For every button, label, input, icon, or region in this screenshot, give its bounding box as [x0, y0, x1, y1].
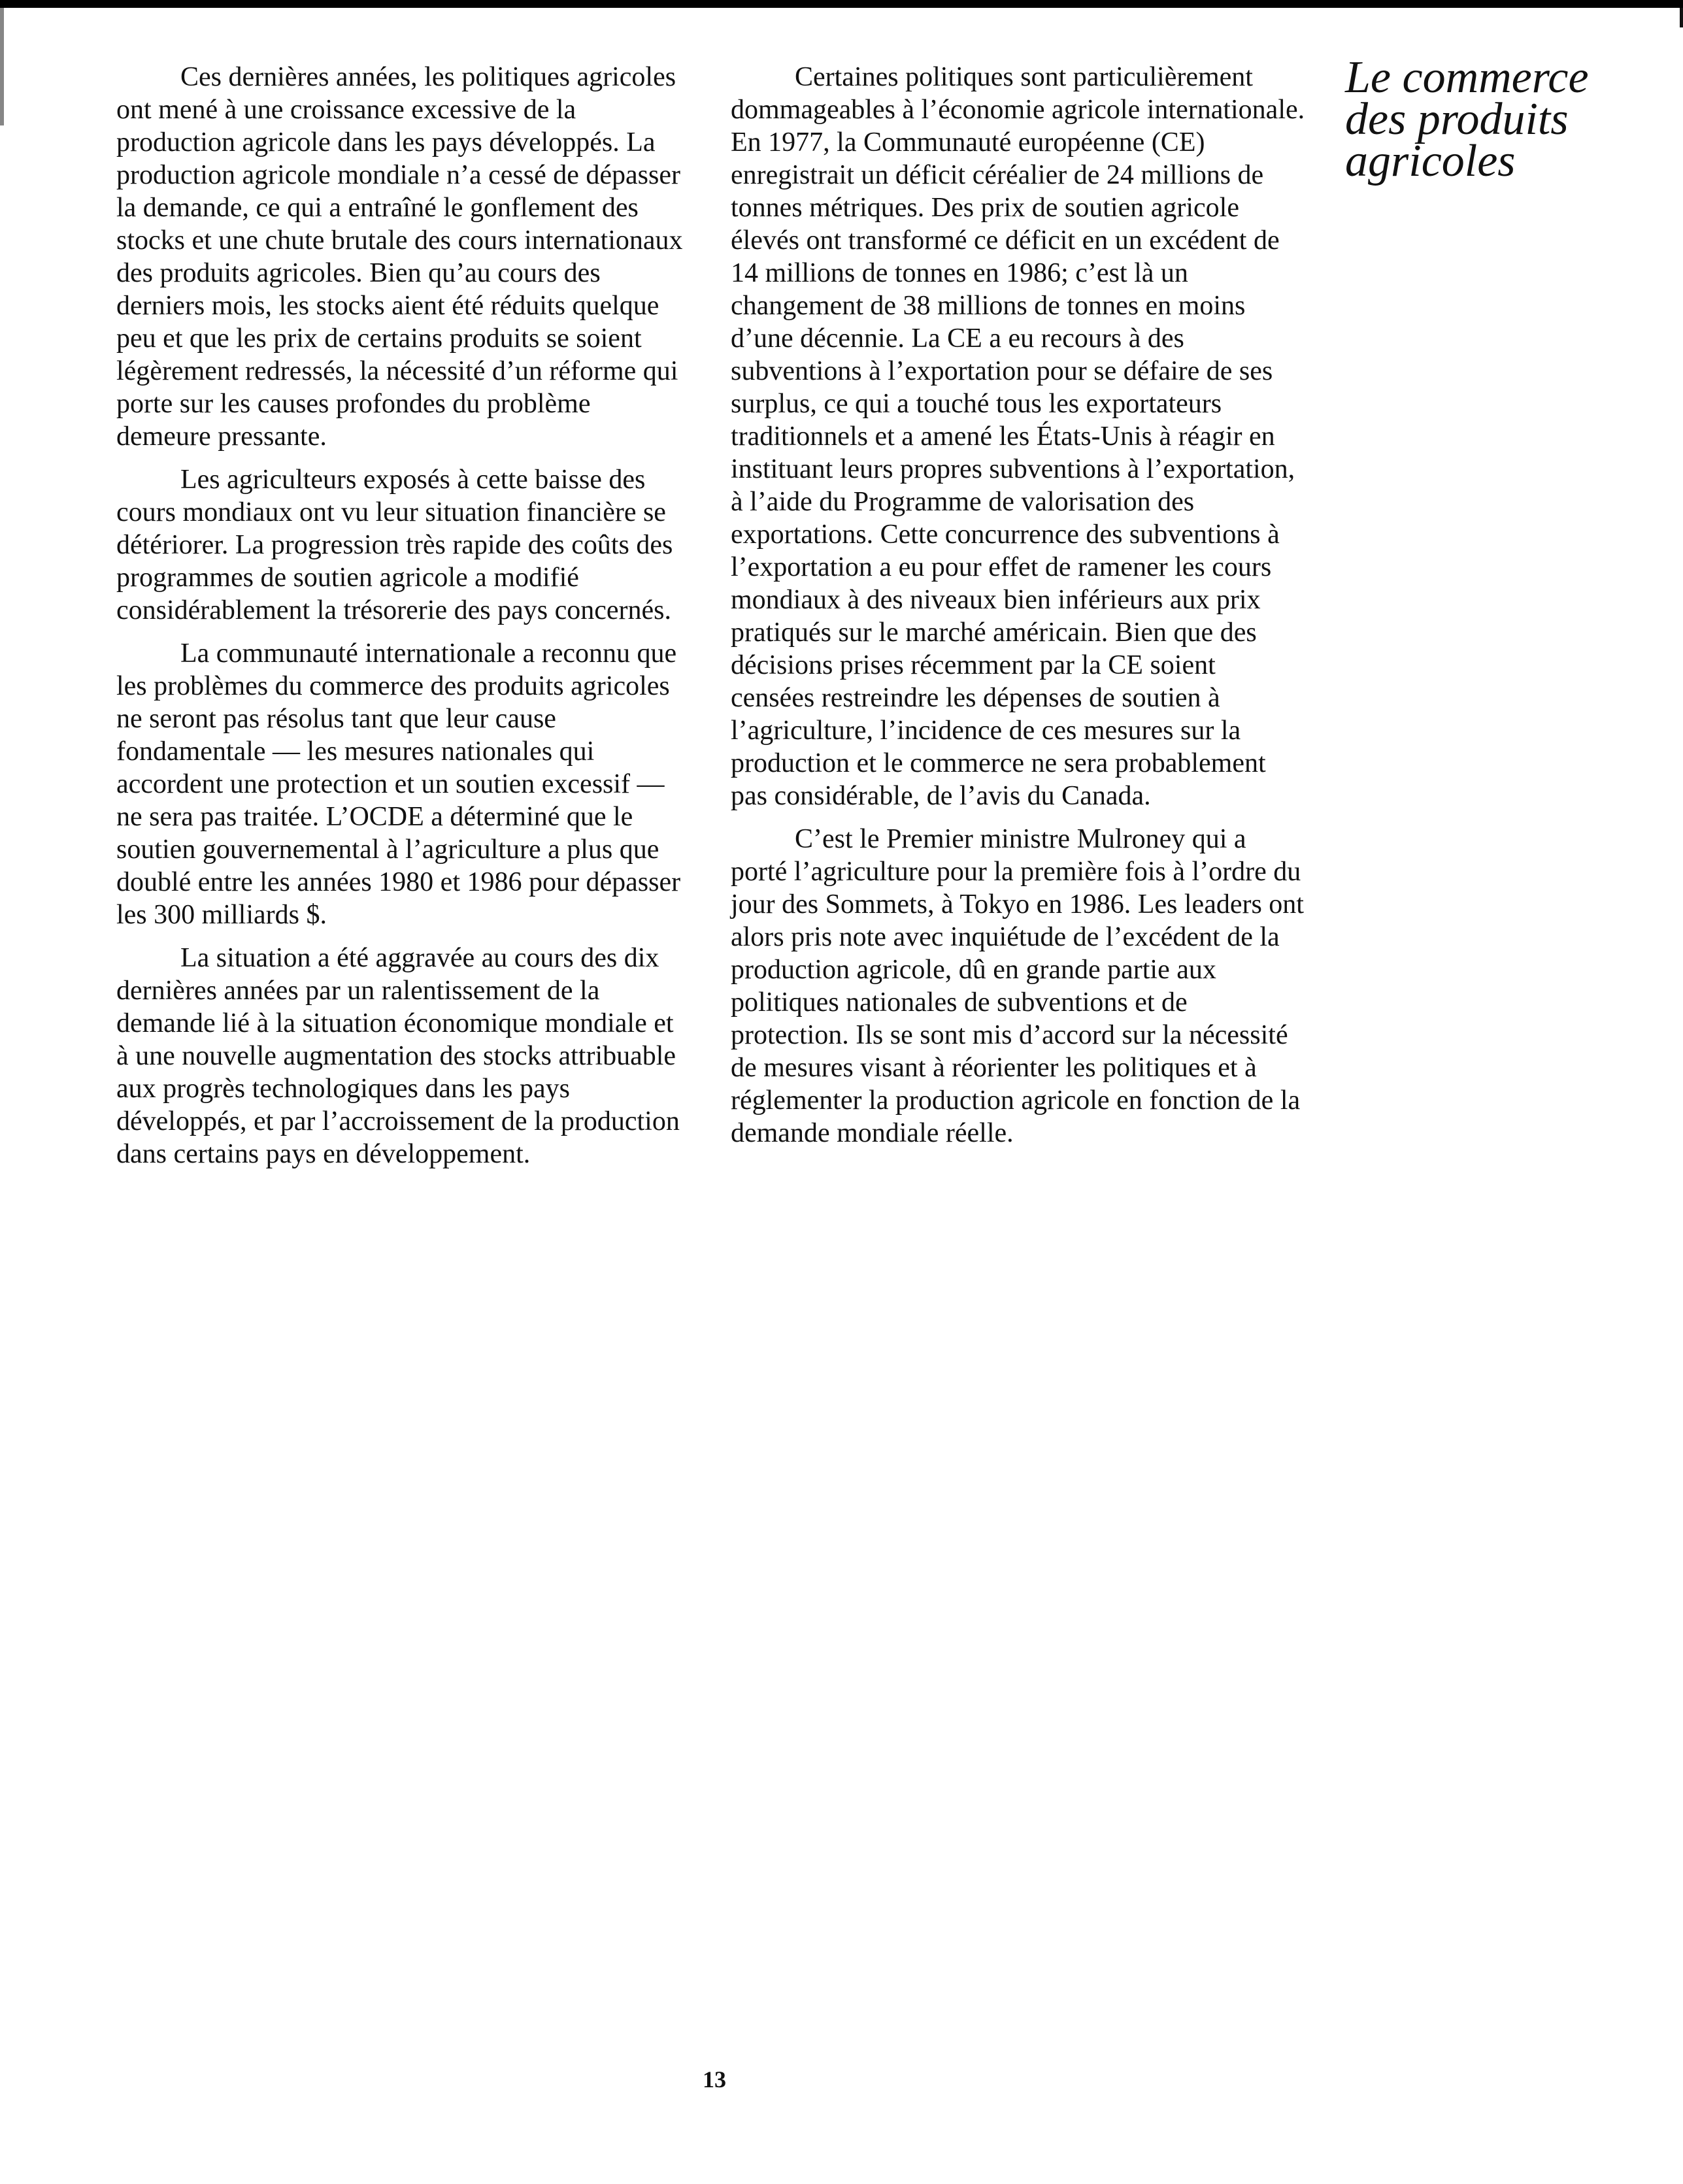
right-scan-edge — [1680, 8, 1683, 27]
paragraph-ec-export-subsidies: Certaines politiques sont particulièrement dommageables à l’économie agricole internationale. En 1977, la Communauté européenne (CE) enregistrait un déficit céréalier de 24 millions de tonnes métriques. Des prix de soutien agricole élevés ont transformé ce déficit en un excédent de 14 millions de tonnes en 1986; c’est là un changement de 38 millions de tonnes en moins d’une décennie. La CE a eu recours à des subventions à l’exportation pour se défaire de ses surplus, ce qui a touché tous les exportateurs traditionnels et a amené les États-Unis à réagir en instituant leurs propres subventions à l’exportation, à l’aide du Programme de valorisation des exportations. Cette concurrence des subventions à l’exportation a eu pour effet de ramener les cours mondiaux à des niveaux bien inférieurs aux prix pratiqués sur le marché américain. Bien que des décisions prises récemment par la CE soient censées restreindre les dépenses de soutien à l’agriculture, l’incidence de ces mesures sur la production et le commerce ne sera probablement pas considérable, de l’avis du Canada. — [731, 62, 1305, 811]
heading-line-1: Le commerce — [1345, 52, 1589, 103]
page-number: 13 — [703, 2066, 726, 2093]
top-border-rule — [0, 0, 1683, 8]
section-heading — [1345, 52, 1672, 186]
heading-line-3: agricoles — [1345, 136, 1516, 186]
paragraph-mulroney-summit: C’est le Premier ministre Mulroney qui a porté l’agriculture pour la première fois à l’ordre du jour des Sommets, à Tokyo en 1986. Les leaders ont alors pris note avec inquiétude de l’excédent de la production agricole, dû en grande partie aux politiques nationales de subventions et de protection. Ils se sont mis d’accord sur la nécessité de mesures visant à réorienter les politiques et à réglementer la production agricole en fonction de la demande mondiale réelle. — [731, 824, 1304, 1148]
paragraph-farmers-financial-situation: Les agriculteurs exposés à cette baisse des cours mondiaux ont vu leur situation financière se détériorer. La progression très rapide des coûts des programmes de soutien agricole a modifié considérablement la trésorerie des pays concernés. — [116, 465, 673, 625]
heading-line-2: des produits — [1345, 94, 1569, 144]
paragraph-policies-overproduction: Ces dernières années, les politiques agricoles ont mené à une croissance excessive de la production agricole dans les pays développés. La production agricole mondiale n’a cessé de dépasser la demande, ce qui a entraîné le gonflement des stocks et une chute brutale des cours internationaux des produits agricoles. Bien qu’au cours des derniers mois, les stocks aient été réduits quelque peu et que les prix de certains produits se soient légèrement redressés, la nécessité d’un réforme qui porte sur les causes profondes du problème demeure pressante. — [116, 62, 683, 452]
left-text-column — [116, 61, 692, 1181]
paragraph-situation-aggravated: La situation a été aggravée au cours des dix dernières années par un ralentissement de la demande lié à la situation économique mondiale et à une nouvelle augmentation des stocks attribuable aux progrès technologiques dans les pays développés, et par l’accroissement de la production dans certains pays en développement. — [116, 943, 680, 1169]
left-scan-edge — [0, 8, 4, 125]
middle-text-column — [731, 61, 1306, 1160]
paragraph-international-community: La communauté internationale a reconnu que les problèmes du commerce des produits agricoles ne seront pas résolus tant que leur cause fondamentale — les mesures nationales qui accordent une protection et un soutien excessif — ne sera pas traitée. L’OCDE a déterminé que le soutien gouvernemental à l’agriculture a plus que doublé entre les années 1980 et 1986 pour dépasser les 300 milliards $. — [116, 638, 681, 930]
